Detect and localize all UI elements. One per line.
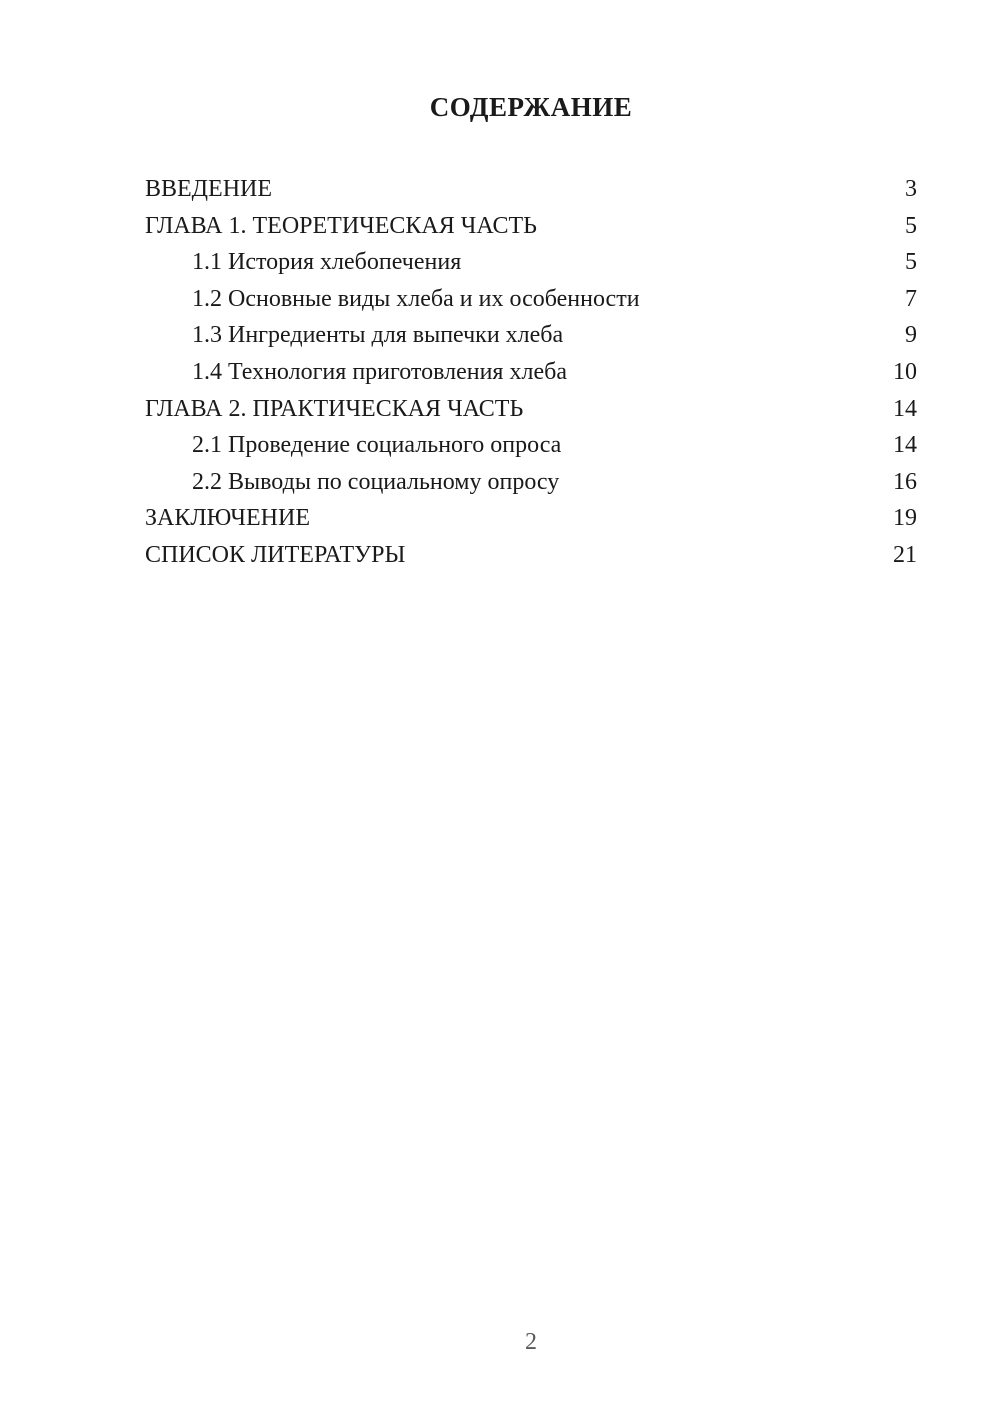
toc-entry-label: 2.1 Проведение социального опроса (192, 432, 562, 459)
toc-entry (145, 171, 917, 208)
toc-entry (145, 464, 917, 501)
toc-entry-label: 1.1 История хлебопечения (192, 249, 462, 276)
toc-entry-label: ГЛАВА 2. ПРАКТИЧЕСКАЯ ЧАСТЬ (145, 395, 524, 422)
toc-entry-label: ВВЕДЕНИЕ (145, 176, 273, 202)
toc-entry (145, 244, 917, 281)
toc-entry (145, 391, 917, 428)
toc-entry-page: 5 (905, 249, 917, 276)
page-number-footer: 2 (525, 1329, 537, 1355)
toc-entry (145, 500, 917, 537)
toc-list (145, 171, 917, 574)
toc-entry (145, 537, 917, 574)
toc-entry-page: 14 (893, 395, 917, 422)
toc-entry-page: 10 (893, 358, 917, 385)
toc-entry (145, 354, 917, 391)
toc-entry-label: 1.3 Ингредиенты для выпечки хлеба (192, 322, 564, 349)
toc-entry (145, 281, 917, 318)
page-content (145, 0, 917, 574)
toc-entry-page: 3 (905, 176, 917, 202)
toc-entry-page: 9 (905, 322, 917, 349)
toc-entry-label: СПИСОК ЛИТЕРАТУРЫ (145, 541, 406, 568)
toc-entry-label: ЗАКЛЮЧЕНИЕ (145, 505, 310, 532)
toc-entry-label: ГЛАВА 1. ТЕОРЕТИЧЕСКАЯ ЧАСТЬ (145, 212, 537, 239)
toc-entry-page: 19 (893, 505, 917, 532)
toc-entry-page: 5 (905, 212, 917, 239)
toc-entry (145, 208, 917, 245)
toc-entry-page: 7 (905, 285, 917, 312)
toc-entry-label: 1.4 Технология приготовления хлеба (192, 358, 567, 385)
toc-title: СОДЕРЖАНИЕ (429, 92, 633, 122)
toc-entry (145, 317, 917, 354)
toc-entry-page: 21 (893, 541, 917, 568)
toc-entry (145, 427, 917, 464)
toc-entry-label: 1.2 Основные виды хлеба и их особенности (192, 285, 640, 312)
toc-entry-page: 16 (893, 468, 917, 495)
toc-entry-page: 14 (893, 432, 917, 459)
toc-entry-label: 2.2 Выводы по социальному опросу (192, 468, 560, 495)
